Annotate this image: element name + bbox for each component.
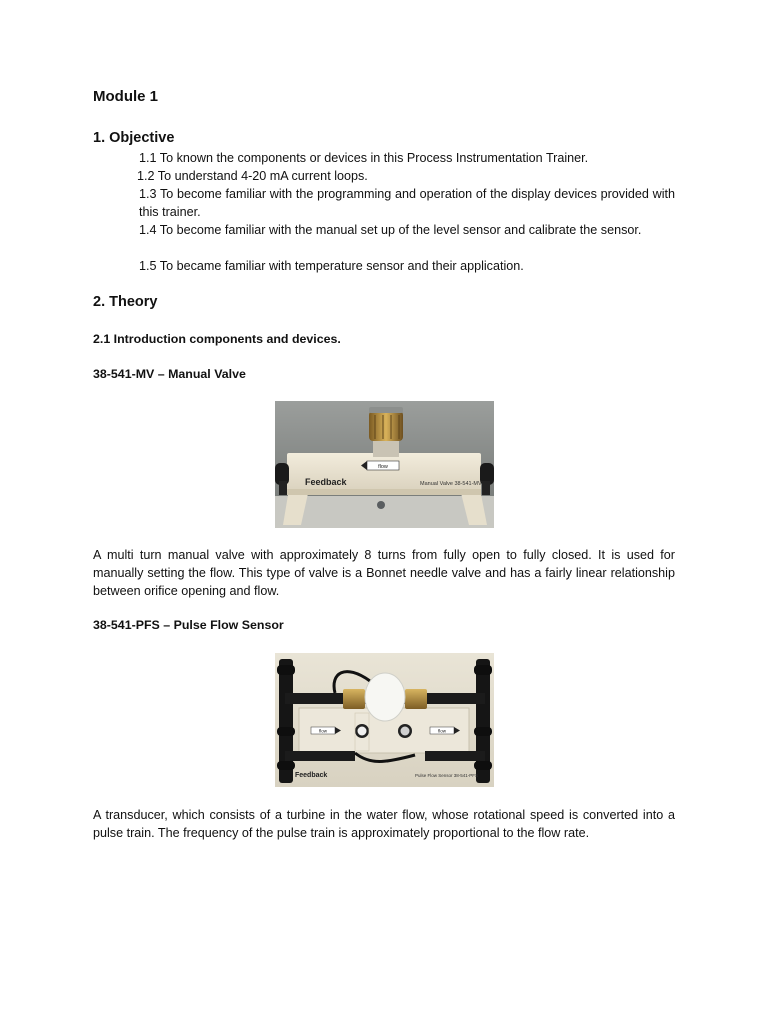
- manual-valve-description: A multi turn manual valve with approximately 8 turns from fully open to fully closed. It is used for manually setting the flow. This type of valve is a Bonnet needle valve and has a fairly linear relationship between orifice opening and flow.: [93, 548, 675, 598]
- pulse-flow-arrow-label-left: flow: [318, 728, 328, 734]
- objective-item-2: 1.2 To understand 4-20 mA current loops.: [137, 169, 368, 183]
- pulse-flow-sensor-photo: [275, 653, 494, 787]
- pulse-flow-brand-text: Feedback: [295, 772, 328, 779]
- pulse-flow-sensor-description: A transducer, which consists of a turbine in the water flow, whose rotational speed is converted into a pulse train. The frequency of the pulse train is approximately proportional to the flow rate.: [93, 808, 675, 840]
- objective-item-4: 1.4 To become familiar with the manual set up of the level sensor and calibrate the sensor.: [139, 223, 642, 237]
- pulse-flow-sensor-title: 38-541-PFS – Pulse Flow Sensor: [93, 618, 284, 632]
- manual-valve-label-text: Manual Valve 38-541-MV: [420, 481, 482, 487]
- manual-valve-title: 38-541-MV – Manual Valve: [93, 367, 246, 381]
- objective-heading: 1. Objective: [93, 130, 175, 146]
- pulse-flow-label-text: Pulse Flow Sensor 38-541-PFS: [415, 773, 479, 778]
- manual-valve-brand-text: Feedback: [305, 477, 347, 487]
- objective-item-5: 1.5 To became familiar with temperature sensor and their application.: [139, 259, 524, 273]
- pulse-flow-arrow-label-right: flow: [437, 728, 447, 734]
- objective-item-1: 1.1 To known the components or devices in this Process Instrumentation Trainer.: [139, 151, 589, 165]
- manual-valve-arrow-label: flow: [378, 464, 388, 470]
- intro-subheading: 2.1 Introduction components and devices.: [93, 332, 341, 346]
- objective-item-3: 1.3 To become familiar with the programming and operation of the display devices provided with this trainer.: [139, 187, 675, 219]
- theory-heading: 2. Theory: [93, 294, 158, 310]
- manual-valve-photo: [275, 401, 494, 528]
- module-title: Module 1: [93, 88, 159, 105]
